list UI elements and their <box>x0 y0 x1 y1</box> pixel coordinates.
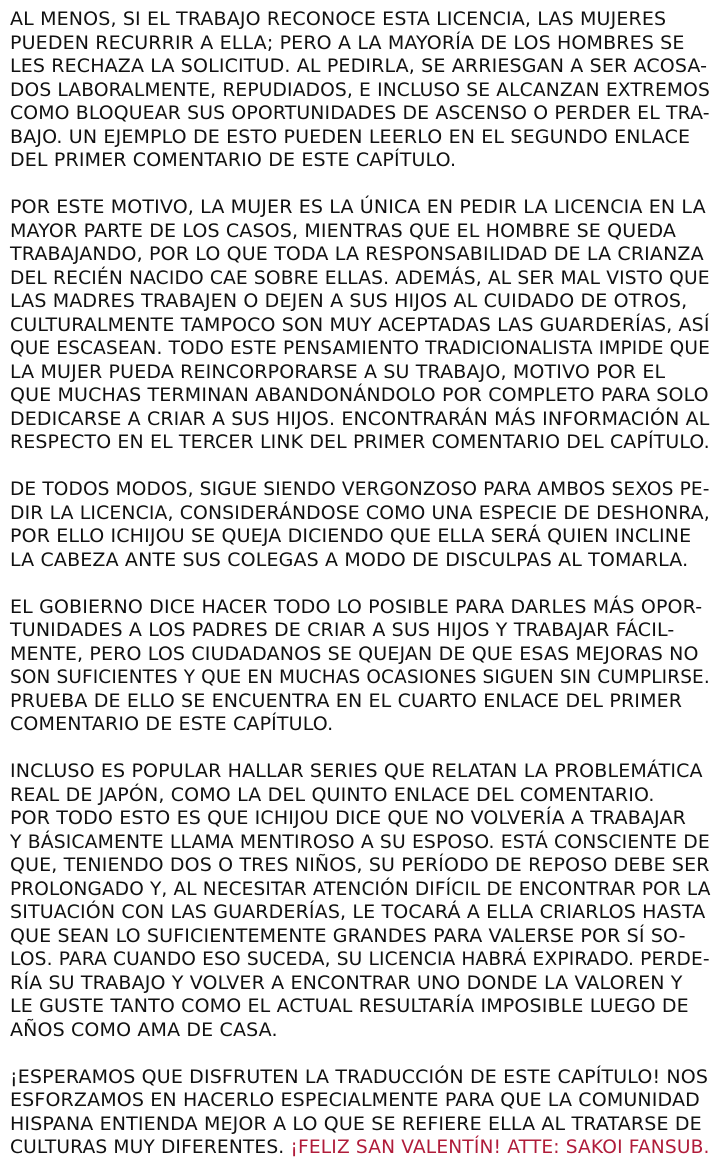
text-line: QUE MUCHAS TERMINAN ABANDONÁNDOLO POR COMPLETO PARA SOLO <box>10 384 709 406</box>
text-line: HISPANA ENTIENDA MEJOR A LO QUE SE REFIERE ELLA AL TRATARSE DE <box>10 1112 702 1135</box>
valentine-signature: ¡FELIZ SAN VALENTÍN! ATTE: SAKOI FANSUB. <box>290 1137 710 1158</box>
text-line: PROLONGADO Y, AL NECESITAR ATENCIÓN DIFÍCIL DE ENCONTRAR POR LA <box>10 878 711 900</box>
text-line: CULTURALMENTE TAMPOCO SON MUY ACEPTADAS LAS GUARDERÍAS, ASÍ <box>10 313 710 336</box>
text-line: DEL RECIÉN NACIDO CAE SOBRE ELLAS. ADEMÁS, AL SER MAL VISTO QUE <box>10 267 710 289</box>
text-line: LES RECHAZA LA SOLICITUD. AL PEDIRLA, SE ARRIESGAN A SER ACOSA- <box>10 55 708 77</box>
text-line: LA MUJER PUEDA REINCORPORARSE A SU TRABAJO, MOTIVO POR EL <box>10 360 666 383</box>
paragraph-gap <box>10 737 710 761</box>
text-line: POR ELLO ICHIJOU SE QUEJA DICIENDO QUE ELLA SERÁ QUIEN INCLINE <box>10 525 692 547</box>
paragraph-gap <box>10 1042 710 1066</box>
text-line: QUE SEAN LO SUFICIENTEMENTE GRANDES PARA VALERSE POR SÍ SO- <box>10 924 686 947</box>
text-line: MAYOR PARTE DE LOS CASOS, MIENTRAS QUE EL HOMBRE SE QUEDA <box>10 219 677 242</box>
text-line: PUEDEN RECURRIR A ELLA; PERO A LA MAYORÍA DE LOS HOMBRES SE <box>10 31 685 54</box>
text-line: Y BÁSICAMENTE LLAMA MENTIROSO A SU ESPOSO. ESTÁ CONSCIENTE DE <box>10 831 710 853</box>
text-line: TRABAJANDO, POR LO QUE TODA LA RESPONSABILIDAD DE LA CRIANZA <box>10 243 704 265</box>
text-line: QUE ESCASEAN. TODO ESTE PENSAMIENTO TRADICIONALISTA IMPIDE QUE <box>10 338 710 359</box>
text-line: INCLUSO ES POPULAR HALLAR SERIES QUE RELATAN LA PROBLEMÁTICA <box>10 760 703 782</box>
text-line: AÑOS COMO AMA DE CASA. <box>10 1018 278 1041</box>
paragraph-gobierno <box>10 596 710 737</box>
text-line: BAJO. UN EJEMPLO DE ESTO PUEDEN LEERLO EN EL SEGUNDO ENLACE <box>10 125 691 148</box>
text-line: RÍA SU TRABAJO Y VOLVER A ENCONTRAR UNO DONDE LA VALOREN Y <box>10 971 683 994</box>
paragraph-verguenza <box>10 478 710 572</box>
closing-line <box>10 1136 710 1160</box>
text-line: DE TODOS MODOS, SIGUE SIENDO VERGONZOSO PARA AMBOS SEXOS PE- <box>10 479 710 500</box>
text-line: LAS MADRES TRABAJEN O DEJEN A SUS HIJOS AL CUIDADO DE OTROS, <box>10 290 688 312</box>
text-line: ESFORZAMOS EN HACERLO ESPECIALMENTE PARA QUE LA COMUNIDAD <box>10 1089 700 1111</box>
text-line: LA CABEZA ANTE SUS COLEGAS A MODO DE DISCULPAS AL TOMARLA. <box>10 548 689 571</box>
paragraph-gap <box>10 173 710 197</box>
text-line: SON SUFICIENTES Y QUE EN MUCHAS OCASIONES SIGUEN SIN CUMPLIRSE. <box>10 667 710 688</box>
paragraph-gap <box>10 572 710 596</box>
text-line: EL GOBIERNO DICE HACER TODO LO POSIBLE PARA DARLES MÁS OPOR- <box>10 595 703 618</box>
paragraph-licencia-hombres <box>10 8 710 173</box>
paragraph-crianza-mujer <box>10 196 710 455</box>
text-line: REAL DE JAPÓN, COMO LA DEL QUINTO ENLACE DEL COMENTARIO. <box>10 783 655 806</box>
text-line: ¡ESPERAMOS QUE DISFRUTEN LA TRADUCCIÓN DE ESTE CAPÍTULO! NOS <box>10 1065 709 1088</box>
text-line: QUE, TENIENDO DOS O TRES NIÑOS, SU PERÍODO DE REPOSO DEBE SER <box>10 854 710 876</box>
text-line: COMO BLOQUEAR SUS OPORTUNIDADES DE ASCENSO O PERDER EL TRA- <box>10 103 710 124</box>
text-line: POR ESTE MOTIVO, LA MUJER ES LA ÚNICA EN PEDIR LA LICENCIA EN LA <box>10 196 706 218</box>
text-line: DOS LABORALMENTE, REPUDIADOS, E INCLUSO SE ALCANZAN EXTREMOS <box>10 79 710 101</box>
text-line: COMENTARIO DE ESTE CAPÍTULO. <box>10 713 334 735</box>
text-line: DIR LA LICENCIA, CONSIDERÁNDOSE COMO UNA ESPECIE DE DESHONRA, <box>10 502 710 524</box>
text-line: RESPECTO EN EL TERCER LINK DEL PRIMER COMENTARIO DEL CAPÍTULO. <box>10 431 710 453</box>
text-line: AL MENOS, SI EL TRABAJO RECONOCE ESTA LICENCIA, LAS MUJERES <box>10 8 667 30</box>
paragraph-gap <box>10 455 710 479</box>
text-line: MENTE, PERO LOS CIUDADANOS SE QUEJAN DE QUE ESAS MEJORAS NO <box>10 642 699 665</box>
closing-text: CULTURAS MUY DIFERENTES. <box>10 1137 285 1158</box>
text-line: POR TODO ESTO ES QUE ICHIJOU DICE QUE NO VOLVERÍA A TRABAJAR <box>10 807 686 829</box>
text-line: PRUEBA DE ELLO SE ENCUENTRA EN EL CUARTO ENLACE DEL PRIMER <box>10 689 683 712</box>
text-line: SITUACIÓN CON LAS GUARDERÍAS, LE TOCARÁ A ELLA CRIARLOS HASTA <box>10 901 706 923</box>
paragraph-series-japon <box>10 760 710 1042</box>
text-line: LE GUSTE TANTO COMO EL ACTUAL RESULTARÍA IMPOSIBLE LUEGO DE <box>10 995 689 1017</box>
text-line: TUNIDADES A LOS PADRES DE CRIAR A SUS HIJOS Y TRABAJAR FÁCIL- <box>10 619 675 641</box>
text-line: DEDICARSE A CRIAR A SUS HIJOS. ENCONTRARÁN MÁS INFORMACIÓN AL <box>10 407 710 430</box>
text-line: LOS. PARA CUANDO ESO SUCEDA, SU LICENCIA HABRÁ EXPIRADO. PERDE- <box>10 949 710 970</box>
text-line: DEL PRIMER COMENTARIO DE ESTE CAPÍTULO. <box>10 149 457 171</box>
